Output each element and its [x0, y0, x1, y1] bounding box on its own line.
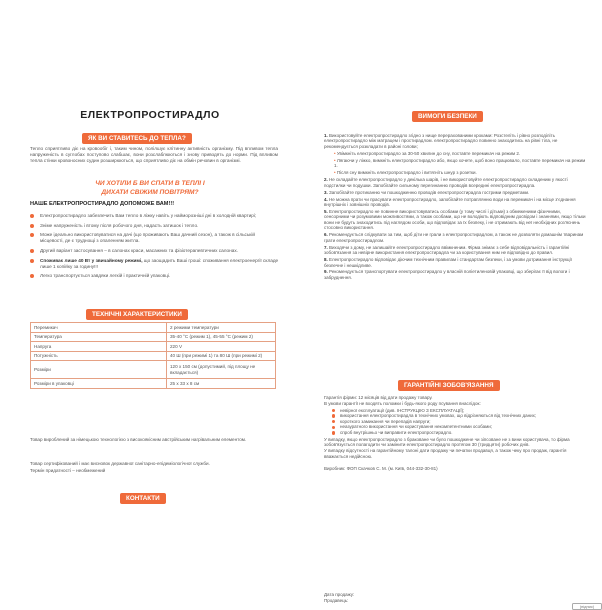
leaflet-page — [0, 95, 600, 609]
list-item: 7. Виходячи з дому, не залишайте електропростирадло ввімкненим. Фірма знімає з себе відповідальність і гарантійні зобов'язання за невірне використання електропростирадла чи за користування ним не відповідно до правил. — [324, 244, 570, 256]
manufacturer-line: Виробник: ФОП Скачков С. М. (м. Київ, 044-332-30-81) — [324, 465, 438, 471]
signature-block — [324, 592, 595, 609]
guarantee-exclusions-list — [324, 408, 586, 436]
specs-heading-pill: ТЕХНІЧНІ ХАРАКТЕРИСТИКИ — [86, 309, 188, 320]
bullet-icon — [30, 259, 34, 263]
intro-paragraph: Тепло сприятливо діє на кровообіг і, таким чином, полілшує клітинну активність організму. Під впливом тепла напруженість в суглобах поступово слабшає, вони розслаблюються і знову приводять до норми. Під впливом тепла стінки кровоносних судин розширюються, що сприятливо діє на обмін речовин в організмі. — [30, 146, 278, 164]
list-item: спроб внутрішньо чи виправити електропростирадло. — [332, 430, 586, 436]
list-item: 1. Використовуйте електропростирадло згідно з нище перерахованими кроками: Розстеліть і рівно розподіліть електропростирадло між матрацем і простирадлом. електропростирадло повинно знаходитись на рівні тіла, не рекомендується розкладати в районі голови; — [324, 133, 558, 149]
table-row: Потужність 40 Ш (при режимі 1) та 80 Ш (при режимі 2) — [31, 351, 276, 361]
list-item: 4. Не можна прати чи прасувати електропростирадло, запобігайте потраплянню води на перемикач і на місце з'єднання внутрішніх і зовнішніх проводів. — [324, 196, 576, 207]
seller-label: Продавець: — [324, 598, 349, 604]
table-row: Напруга 220 V — [31, 342, 276, 352]
right-column — [300, 95, 600, 609]
bullet-icon — [30, 224, 34, 228]
list-item: неазуратного використання чи користування некомпетентними особами; — [332, 424, 586, 430]
sale-date-label: Дата продажу: — [324, 592, 355, 597]
bullet-icon — [30, 233, 34, 237]
guarantee-section — [324, 395, 586, 472]
intro-heading-pill: ЯК ВИ СТАВИТЕСЬ ДО ТЕПЛА? — [82, 133, 192, 144]
signature-box: (підпис) — [572, 603, 602, 610]
guarantee-line: У випадку відсутності на гарантійному талоні дати продажу чи печатки продавця, а також чеку про продаж, гарантія вважається недійсною. — [324, 448, 567, 459]
manufacture-note: Товар вироблений за німецькою технологією з високоякісним австрійським нагрівальним елементом. — [30, 437, 247, 442]
feature-item: Легко транспортується завдяки легкій і практичній упаковці. — [30, 273, 280, 279]
bullet-icon — [332, 431, 335, 434]
list-item: • Після сну вимкніть електропростирадло і витягніть шнур з розетки. — [334, 170, 477, 176]
feature-item: Електропростирадло забезпечить Вам тепло в ліжку навіть у найморозніші дні в холодній квартирі; — [30, 213, 280, 219]
safety-rules-list — [324, 133, 586, 282]
list-item: 2. Не складайте електропростирадло у декілька шарів, і не використовуйте електропростирадло складеним у якості подстилки чи подушки. Запобігайте сильному перегинанню проводів всередині електропростирадла. — [324, 177, 568, 188]
contacts-pill: КОНТАКТИ — [120, 493, 166, 504]
help-title: НАШЕ ЕЛЕКТРОПРОСТИРАДЛО ДОПОМОЖЕ ВАМ!!! — [30, 201, 175, 207]
shelf-life-note: Термін придатності – необмежений — [30, 468, 106, 473]
feature-item: Може ідеально використовуватися на дачі (що проживають Ваш дачний сезон), а також в сільській місцевості, де є труднощі з опаленням житла. — [30, 232, 280, 244]
feature-item: Знімe напруженість і втому після робочого дня, надасть затишок і тепло. — [30, 223, 280, 229]
list-item: • Лягаючи у ліжко, вимкніть електропростирадло або, якщо хочете, щоб воно працювало, поставте перемикач на режим 1. — [334, 157, 586, 169]
guarantee-line: В умови гарантії не входять поломки і будь-якого роду псування внаслідок: — [324, 401, 481, 407]
bullet-icon — [30, 214, 34, 218]
feature-list — [30, 213, 280, 283]
bullet-icon — [30, 274, 34, 278]
feature-item: Другий варіант застосування – в салонах краси, масажних та фізіотерапевтичних салонах. — [30, 248, 280, 254]
bullet-icon — [332, 426, 335, 429]
guarantee-heading-pill: ГАРАНТІЙНІ ЗОБОВ'ЯЗАННЯ — [398, 380, 500, 391]
table-row: Перемикач 2 режими температури — [31, 323, 276, 333]
list-item: 9. Рекомендується транспортувати електропростирадло у власній поліетиленовій упаковці, що зберігає її від вологи і забруднення. — [324, 269, 570, 280]
table-row: Температура 35-40 °C (режим 1), 45-55 °C (режим 2) — [31, 332, 276, 342]
table-row: Розміри в упаковці 25 х 33 х 8 см — [31, 379, 276, 389]
list-item: • Увімкніть електропростирадло за 30-50 хвилин до сну, поставте перемикач на режим 2. — [334, 150, 521, 156]
bullet-icon — [332, 420, 335, 423]
list-item: 3. Запобігайте протиканню чи пошкодженню проводів електропростирадла гострими предметами. — [324, 189, 530, 195]
certificate-note: Товар сертифікований і має висновок державної санітарно-епідеміологічної служби. — [30, 461, 210, 466]
specs-table — [30, 322, 276, 389]
hook-question: ЧИ ХОТІЛИ Б ВИ СПАТИ В ТЕПЛІ І ДИХАТИ СВІЖИМ ПОВІТРЯМ? — [95, 180, 205, 196]
feature-item: Споживає лише 40 Вт у звичайному режимі, що заощадить Ваші гроші: споживання електроенергії складе лише 1 копійку за годину!!! — [30, 258, 280, 270]
guarantee-line: У випадку, якщо електропростирадло з браковане чи було пошкоджене чи зіпсоване не з вини користувача, то фірма зобов'язується полагодити чи замінити електропростирадло протягом 30 (тридцяти) робочих днів. — [324, 436, 570, 448]
list-item: 8. Електропростирадло відповідає діючим технічним правилам і стандартам безпеки, і за умови дотримання інструкції безпечне і нешкідливе. — [324, 257, 572, 268]
bullet-icon — [332, 409, 335, 412]
list-item: 6. Рекомендується слідкувати за тим, щоб діти не грали з електропростирадлом, а також не дозволяти домашнім тваринам грати електропростирадлом. — [324, 232, 584, 243]
product-title: ЕЛЕКТРОПРОСТИРАДЛО — [80, 109, 220, 121]
list-item: використання електропростирадла в технічних умовах, що відрізняються від технічних даних; — [332, 413, 586, 419]
bullet-icon — [30, 249, 34, 253]
safety-heading-pill: ВИМОГИ БЕЗПЕКИ — [412, 111, 483, 122]
table-row: Розміри 120 х 150 см (допустимий, під площу не вкладається) — [31, 361, 276, 379]
list-item: невірної експлуатації (див. ІНСТРУКЦІЮ З ЕКСПЛУАТАЦІЇ); — [332, 408, 586, 414]
guarantee-line: Гарантія фірми: 12 місяців від дати продажу товару. — [324, 395, 433, 400]
list-item: 5. Електропростирадло не повинне використовуватись особами (у тому числі і дітьми) з обмеженими фізичними, сенсорними чи розумовими можливостями, а також особами, що не володіють відповідним досвідом і знаннями, якщо тільки вони не будуть знаходитись під наглядом особи, що відповідає за їх безпеку, і не отримають від неї необхідних роз'яснень стосовно використання. — [324, 208, 586, 231]
left-column — [0, 95, 300, 595]
list-item: короткого замикання чи перепадів напруги; — [332, 419, 586, 425]
bullet-icon — [332, 414, 335, 417]
